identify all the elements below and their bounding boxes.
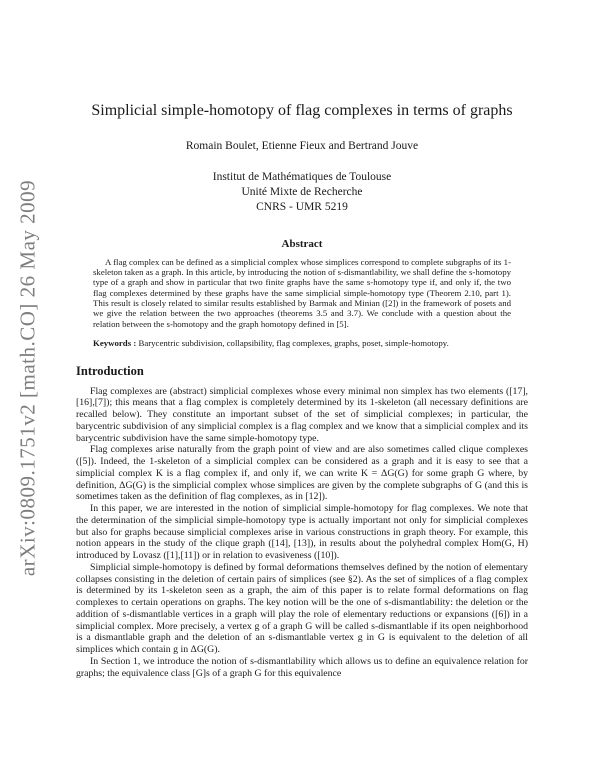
paper-authors: Romain Boulet, Etienne Fieux and Bertrand Jouve bbox=[185, 140, 419, 152]
affiliation-line-cnrs: CNRS - UMR 5219 bbox=[256, 201, 348, 214]
abstract-keywords bbox=[93, 338, 511, 348]
keywords-text: Barycentric subdivision, collapsibility, flag complexes, graphs, poset, simple-homotopy. bbox=[138, 338, 449, 349]
intro-paragraph-2: Flag complexes arise naturally from the graph point of view and are also sometimes called clique complexes ([5]). Indeed, the 1-skeleton of a simplicial complex can be considered as a graph and it is easy to see that a simplicial complex K is a flag complex if, and only if, we can write K = ΔG(G) for some graph G where, by definition, ΔG(G) is the simplicial complex whose simplices are given by the complete subgraphs of G (and this is sometimes taken as the definition of flag complexes, as in [12]). bbox=[76, 444, 528, 503]
paper-title: Simplicial simple-homotopy of flag complexes in terms of graphs bbox=[91, 102, 513, 119]
abstract-body: A flag complex can be defined as a simplicial complex whose simplices correspond to complete subgraphs of its 1-skeleton taken as a graph. In this article, by introducing the notion of s-dismantlability, we shall define the s-homotopy type of a graph and show in particular that two finite graphs have the same s-homotopy type if, and only if, the two flag complexes determined by these graphs have the same simplicial simple-homotopy type (Theorem 2.10, part 1). This result is closely related to similar results established by Barmak and Minian ([2]) in the framework of posets and we give the relation between the two approaches (theorems 3.5 and 3.7). We conclude with a question about the relation between the s-homotopy and the graph homotopy defined in [5]. bbox=[93, 256, 511, 329]
section-heading-introduction: Introduction bbox=[76, 363, 144, 378]
keywords-label: Keywords : bbox=[93, 338, 139, 349]
intro-paragraph-3: In this paper, we are interested in the notion of simplicial simple-homotopy for flag complexes. We note that the determination of the simplicial simple-homotopy type is actually important not only for simplicial complexes but also for graphs because simplicial complexes arise in various constructions in graph theory. For example, this notion appears in the study of the clique graph ([14], [13]), in results about the polyhedral complex Hom(G, H) introduced by Lovasz ([1],[11]) or in relation to evasiveness ([10]). bbox=[76, 503, 528, 562]
intro-paragraph-5: In Section 1, we introduce the notion of s-dismantlability which allows us to define an equivalence relation for graphs; the equivalence class [G]s of a graph G for this equivalence bbox=[76, 655, 528, 679]
intro-paragraph-4: Simplicial simple-homotopy is defined by formal deformations themselves defined by the notion of elementary collapses consisting in the deletion of certain pairs of simplices (see §2). As the set of simplices of a flag complex is determined by its 1-skeleton seen as a graph, the aim of this paper is to relate formal deformations on flag complexes to certain operations on graphs. The key notion will be the one of s-dismantlability: the deletion or the addition of s-dismantlable vertices in a graph will play the role of elementary reductions or expansions ([6]) in a simplicial complex. More precisely, a vertex g of a graph G will be called s-dismantlable if its open neighborhood is a dismantlable graph and the deletion of an s-dismantlable vertex g in G is equivalent to the deletion of all simplices which contain g in ΔG(G). bbox=[76, 561, 528, 656]
paper-content bbox=[76, 102, 528, 679]
affiliation-line-institute: Institut de Mathématiques de Toulouse bbox=[212, 171, 392, 183]
paper-affiliation bbox=[76, 170, 528, 216]
intro-paragraph-1: Flag complexes are (abstract) simplicial complexes whose every minimal non simplex has two elements ([17],[16],[7]); this means that a flag complex is completely determined by its 1-skeleton (all necessary definitions are recalled below). They constitute an important subset of the set of simplicial complexes; in particular, the barycentric subdivision of any simplicial complex is a flag complex and we know that a simplicial complex and its barycentric subdivision have the same simple-homotopy type. bbox=[76, 385, 528, 444]
affiliation-line-unit: Unité Mixte de Recherche bbox=[241, 186, 363, 199]
abstract-heading: Abstract bbox=[281, 237, 323, 250]
arxiv-watermark: arXiv:0809.1751v2 [math.CO] 26 May 2009 bbox=[15, 179, 40, 577]
abstract-section bbox=[76, 238, 528, 349]
